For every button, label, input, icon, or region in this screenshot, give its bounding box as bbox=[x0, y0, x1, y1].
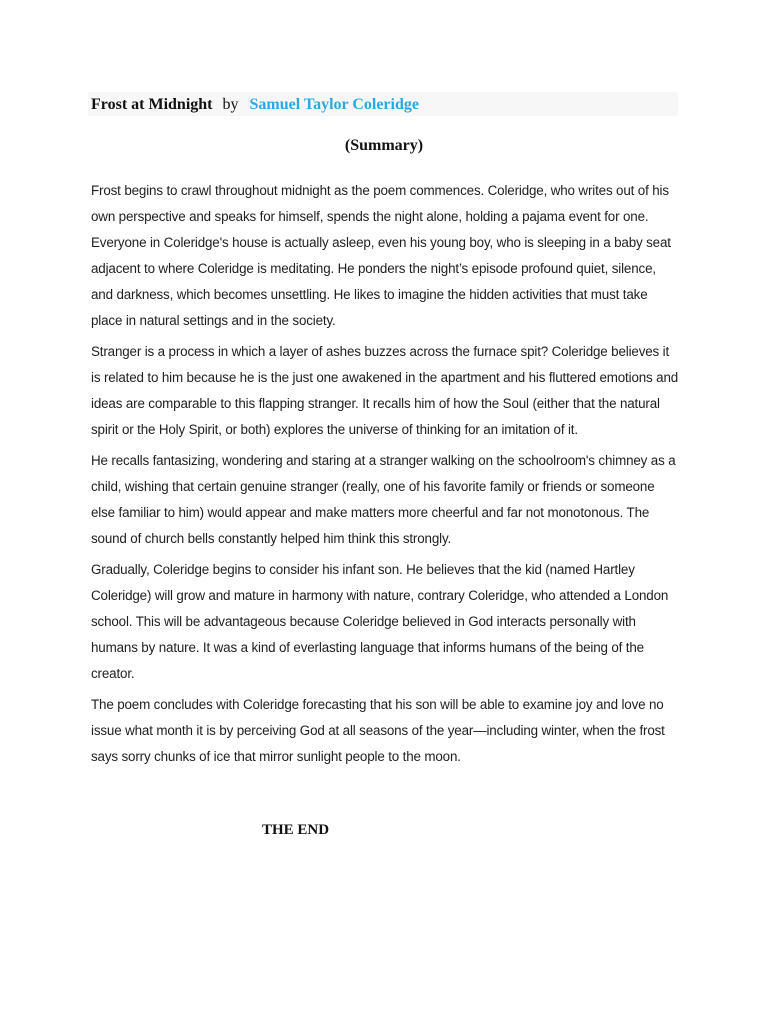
document-end: THE END bbox=[262, 822, 330, 838]
paragraph: He recalls fantasizing, wondering and staring at a stranger walking on the schoolroom's chimney as a child, wishing that certain genuine stranger (really, one of his favorite family or friends or someone else familiar to him) would appear and make matters more cheerful and far not monotonous. The sound of church bells constantly helped him think this strongly. bbox=[91, 453, 676, 546]
document-subtitle: (Summary) bbox=[344, 137, 424, 154]
paragraph: Gradually, Coleridge begins to consider his infant son. He believes that the kid (named Hartley Coleridge) will grow and mature in harmony with nature, contrary Coleridge, who attended a London school. This will be advantageous because Coleridge believed in God interacts personally with humans by nature. It was a kind of everlasting language that informs humans of the being of the creator. bbox=[91, 562, 669, 681]
author-link[interactable]: Samuel Taylor Coleridge bbox=[249, 96, 419, 113]
title-by: by bbox=[222, 96, 239, 113]
document-body bbox=[91, 178, 681, 775]
paragraph: Frost begins to crawl throughout midnight as the poem commences. Coleridge, who writes out of his own perspective and speaks for himself, spends the night alone, holding a pajama event for one. Everyone in Coleridge's house is actually asleep, even his young boy, who is sleeping in a baby seat adjacent to where Coleridge is meditating. He ponders the night’s episode profound quiet, silence, and darkness, which becomes unsettling. He likes to imagine the hidden activities that must take place in natural settings and in the society. bbox=[91, 183, 671, 328]
title-line bbox=[91, 95, 419, 115]
paragraph: The poem concludes with Coleridge forecasting that his son will be able to examine joy and love no issue what month it is by perceiving God at all seasons of the year—including winter, when the frost says sorry chunks of ice that mirror sunlight people to the moon. bbox=[91, 697, 665, 764]
document-title: Frost at Midnight bbox=[91, 96, 213, 113]
paragraph: Stranger is a process in which a layer of ashes buzzes across the furnace spit? Coleridge believes it is related to him because he is the just one awakened in the apartment and his fluttered emotions and ideas are comparable to this flapping stranger. It recalls him of how the Soul (either that the natural spirit or the Holy Spirit, or both) explores the universe of thinking for an imitation of it. bbox=[91, 344, 679, 437]
